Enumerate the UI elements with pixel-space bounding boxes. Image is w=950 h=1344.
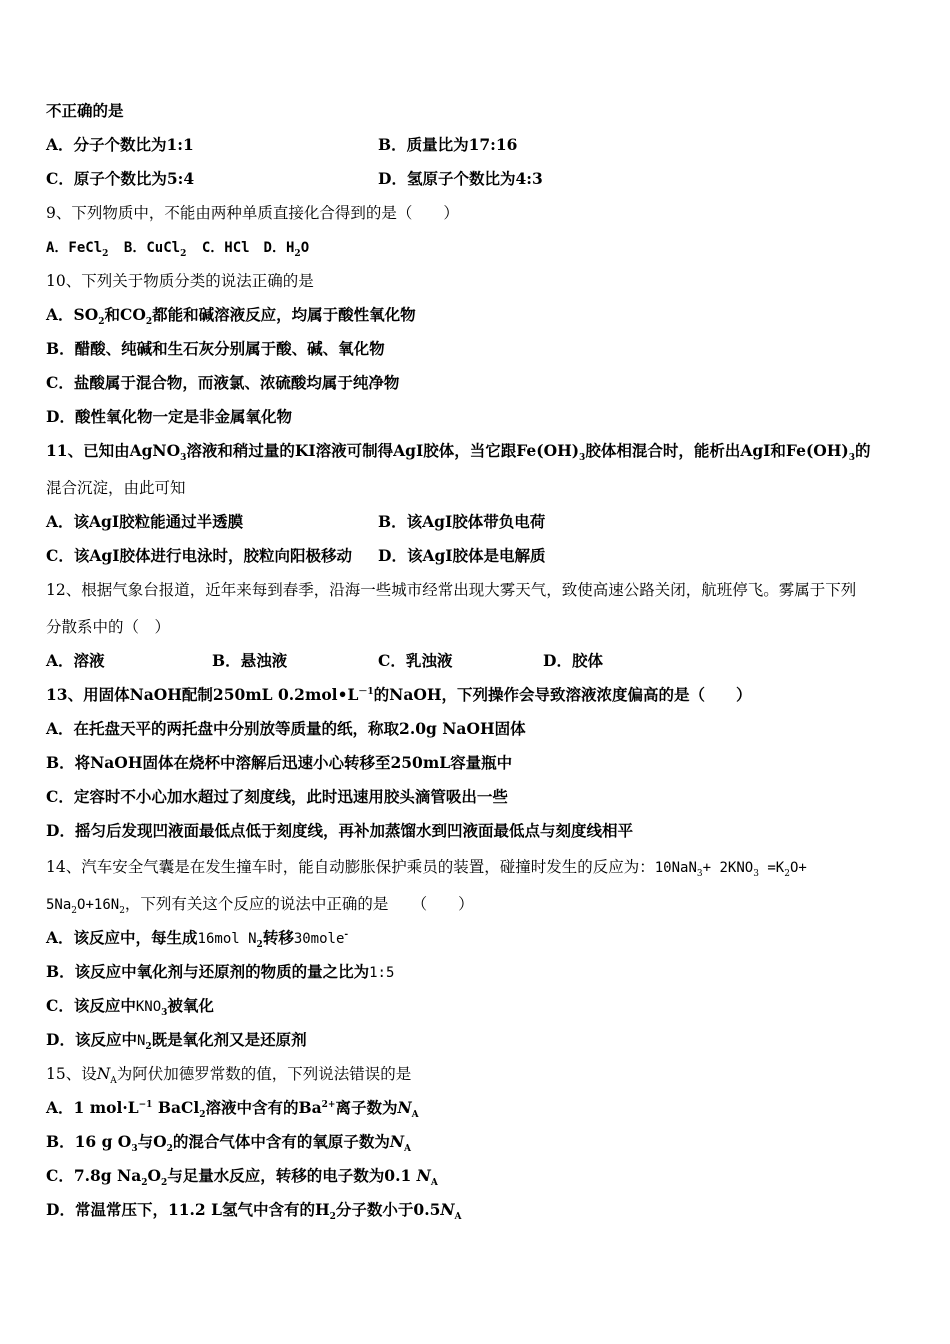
- text: B．16 g O: [46, 1132, 132, 1151]
- text: C．该反应中: [46, 996, 136, 1015]
- text: 14、汽车安全气囊是在发生撞车时，能自动膨胀保护乘员的装置，碰撞时发生的反应为：: [46, 858, 655, 876]
- text: D．该AgI胶体是电解质: [378, 546, 546, 565]
- q11-stem-line1: [46, 441, 871, 464]
- subscript: 2: [145, 1042, 152, 1053]
- subscript: 3: [180, 453, 187, 464]
- q8-option-b-text: B．质量比为17:16: [378, 135, 518, 154]
- q13-option-d: [46, 821, 633, 841]
- q9-option-b: B．CuCl: [123, 240, 181, 256]
- text: 混合沉淀，由此可知: [46, 479, 186, 497]
- q14-option-c: [46, 996, 214, 1017]
- text: ，下列有关这个反应的说法中正确的是 （ ）: [124, 895, 474, 913]
- q10-option-a: [46, 305, 416, 328]
- q8-option-a-text: A．分子个数比为1:1: [46, 135, 194, 154]
- subscript: 2: [166, 1144, 173, 1155]
- q8-option-a: [46, 135, 194, 155]
- q8-option-d-text: D．氢原子个数比为4:3: [378, 169, 543, 188]
- q9-option-a: A．FeCl: [46, 240, 103, 256]
- q12-stem-line2: [46, 617, 170, 637]
- q8-option-d: [378, 169, 543, 189]
- q13-option-b: [46, 753, 512, 773]
- superscript: -: [344, 929, 349, 940]
- text: 既是氧化剂又是还原剂: [151, 1030, 307, 1049]
- text: 16mol N: [197, 931, 257, 947]
- subscript: A: [411, 1110, 419, 1121]
- text: D．胶体: [543, 651, 603, 670]
- subscript: 2: [180, 249, 187, 260]
- q14-option-a: [46, 928, 348, 949]
- text: C．该AgI胶体进行电泳时，胶粒向阳极移动: [46, 546, 352, 565]
- text: A．1 mol·L: [46, 1098, 139, 1117]
- subscript: 2: [784, 869, 790, 880]
- q9-option-d-tail: O: [300, 240, 310, 256]
- q9-options: [46, 237, 309, 258]
- q8-option-c-text: C．原子个数比为5:4: [46, 169, 195, 188]
- avogadro-symbol: N: [397, 1098, 412, 1117]
- q10-option-b: [46, 339, 385, 359]
- q11-option-c: [46, 546, 352, 566]
- subscript: A: [404, 1144, 412, 1155]
- q13-stem: [46, 685, 752, 705]
- subscript: 2: [256, 940, 263, 951]
- text: 都能和碱溶液反应，均属于酸性氧化物: [152, 305, 416, 324]
- q11-option-b: [378, 512, 545, 532]
- subscript: 2: [119, 906, 125, 917]
- text: N: [136, 1033, 146, 1049]
- q13-option-a: [46, 719, 526, 739]
- equation: 10NaN: [654, 860, 697, 876]
- q9-option-c-d: C．HCl D．H: [201, 240, 295, 256]
- subscript: 3: [161, 1008, 168, 1019]
- text: 转移: [262, 928, 294, 947]
- q15-option-d: [46, 1200, 462, 1223]
- text: 与O: [137, 1132, 167, 1151]
- text: B．醋酸、纯碱和生石灰分别属于酸、碱、氧化物: [46, 339, 385, 358]
- text: C．乳浊液: [378, 651, 453, 670]
- subscript: 3: [696, 869, 703, 880]
- text: 1:5: [369, 965, 395, 981]
- subscript: 3: [753, 869, 759, 880]
- text: 的混合气体中含有的氧原子数为: [172, 1132, 390, 1151]
- q15-option-c: [46, 1166, 438, 1189]
- text: 离子数为: [335, 1098, 398, 1117]
- text: D．酸性氧化物一定是非金属氧化物: [46, 407, 292, 426]
- subscript: 2: [329, 1212, 336, 1223]
- subscript: 3: [848, 453, 856, 464]
- text: 为阿伏加德罗常数的值，下列说法错误的是: [116, 1065, 412, 1083]
- text: C．7.8g Na: [46, 1166, 142, 1185]
- q11-stem-line2: [46, 478, 186, 498]
- q10-option-c: [46, 373, 399, 393]
- text: BaCl: [152, 1098, 200, 1117]
- text: 的NaOH，下列操作会导致溶液浓度偏高的是（ ）: [373, 685, 752, 704]
- text: 的: [855, 441, 871, 460]
- subscript: 2: [71, 906, 78, 917]
- text: B．该反应中氧化剂与还原剂的物质的量之比为: [46, 962, 370, 981]
- q12-option-b: [212, 651, 287, 671]
- q14-stem-line2: [46, 894, 474, 915]
- equation: 5Na: [46, 897, 72, 913]
- equation: =K: [758, 860, 785, 876]
- subscript: 3: [131, 1144, 138, 1155]
- text: KNO: [135, 999, 162, 1015]
- subscript: 2: [141, 1178, 148, 1189]
- q12-option-a: [46, 651, 105, 671]
- q12-option-d: [543, 651, 603, 671]
- subscript: 2: [294, 249, 301, 260]
- text: 溶液和稍过量的KI溶液可制得AgI胶体，当它跟Fe(OH): [186, 441, 580, 460]
- q10-stem-text: 10、下列关于物质分类的说法正确的是: [46, 272, 314, 290]
- text: A．SO: [46, 305, 99, 324]
- text: 胶体相混合时，能析出AgI和Fe(OH): [585, 441, 849, 460]
- text: D．摇匀后发现凹液面最低点低于刻度线，再补加蒸馏水到凹液面最低点与刻度线相平: [46, 821, 633, 840]
- text: C．盐酸属于混合物，而液氯、浓硫酸均属于纯净物: [46, 373, 400, 392]
- text: 30mole: [293, 931, 345, 947]
- text: 11、已知由AgNO: [46, 441, 181, 460]
- subscript: 2: [161, 1178, 168, 1189]
- q8-stem-tail: [46, 101, 124, 121]
- subscript: 2: [199, 1110, 206, 1121]
- superscript: 2+: [321, 1099, 336, 1110]
- subscript: 2: [102, 249, 109, 260]
- text: 12、根据气象台报道，近年来每到春季，沿海一些城市经常出现大雾天气，致使高速公路关闭，航班停飞。雾属于下列: [46, 581, 857, 599]
- q11-option-d: [378, 546, 546, 566]
- q11-option-a: [46, 512, 243, 532]
- text: D．常温常压下，11.2 L氢气中含有的H: [46, 1200, 330, 1219]
- q14-option-b: [46, 962, 394, 983]
- text: B．将NaOH固体在烧杯中溶解后迅速小心转移至250mL容量瓶中: [46, 753, 513, 772]
- avogadro-symbol: N: [416, 1166, 431, 1185]
- q8-option-b: [378, 135, 517, 155]
- avogadro-symbol: N: [389, 1132, 405, 1151]
- text: 15、设: [46, 1065, 97, 1083]
- subscript: A: [454, 1212, 462, 1223]
- subscript: 2: [145, 317, 153, 328]
- q15-stem: [46, 1064, 412, 1087]
- q15-option-b: [46, 1132, 412, 1155]
- equation: O+16N: [77, 897, 120, 913]
- subscript: A: [110, 1076, 117, 1087]
- text: 溶液中含有的Ba: [205, 1098, 322, 1117]
- subscript: 3: [579, 453, 586, 464]
- q12-option-c: [378, 651, 452, 671]
- q15-option-a: [46, 1098, 419, 1121]
- q9-stem-text: 9、下列物质中，不能由两种单质直接化合得到的是（ ）: [46, 204, 459, 222]
- text: 分散系中的（ ）: [46, 618, 171, 636]
- text: A．在托盘天平的两托盘中分别放等质量的纸，称取2.0g NaOH固体: [46, 719, 526, 738]
- text: A．该反应中，每生成: [46, 928, 198, 947]
- equation: + 2KNO: [702, 860, 754, 876]
- text: B．悬浊液: [212, 651, 288, 670]
- subscript: A: [430, 1178, 438, 1189]
- text: A．该AgI胶粒能通过半透膜: [46, 512, 244, 531]
- q8-tail-text: 不正确的是: [46, 101, 124, 120]
- avogadro-symbol: N: [96, 1065, 111, 1083]
- q14-stem-line1: [46, 857, 807, 878]
- text: 被氧化: [167, 996, 214, 1015]
- text: O: [147, 1166, 162, 1185]
- q9-stem: [46, 203, 459, 223]
- q14-option-d: [46, 1030, 307, 1051]
- text: 13、用固体NaOH配制250mL 0.2mol•L: [46, 685, 359, 704]
- q13-option-c: [46, 787, 508, 807]
- avogadro-symbol: N: [440, 1200, 455, 1219]
- text: 和CO: [104, 305, 146, 324]
- text: C．定容时不小心加水超过了刻度线，此时迅速用胶头滴管吸出一些: [46, 787, 508, 806]
- text: A．溶液: [46, 651, 105, 670]
- subscript: 2: [98, 317, 105, 328]
- text: D．该反应中: [46, 1030, 137, 1049]
- superscript: −1: [138, 1099, 153, 1110]
- equation: O+: [789, 860, 807, 876]
- q10-option-d: [46, 407, 292, 427]
- text: 分子数小于0.5: [335, 1200, 441, 1219]
- q8-option-c: [46, 169, 194, 189]
- q12-stem-line1: [46, 580, 856, 600]
- text: 与足量水反应，转移的电子数为0.1: [167, 1166, 417, 1185]
- text: B．该AgI胶体带负电荷: [378, 512, 546, 531]
- superscript: －1: [358, 686, 374, 697]
- q10-stem: [46, 271, 314, 291]
